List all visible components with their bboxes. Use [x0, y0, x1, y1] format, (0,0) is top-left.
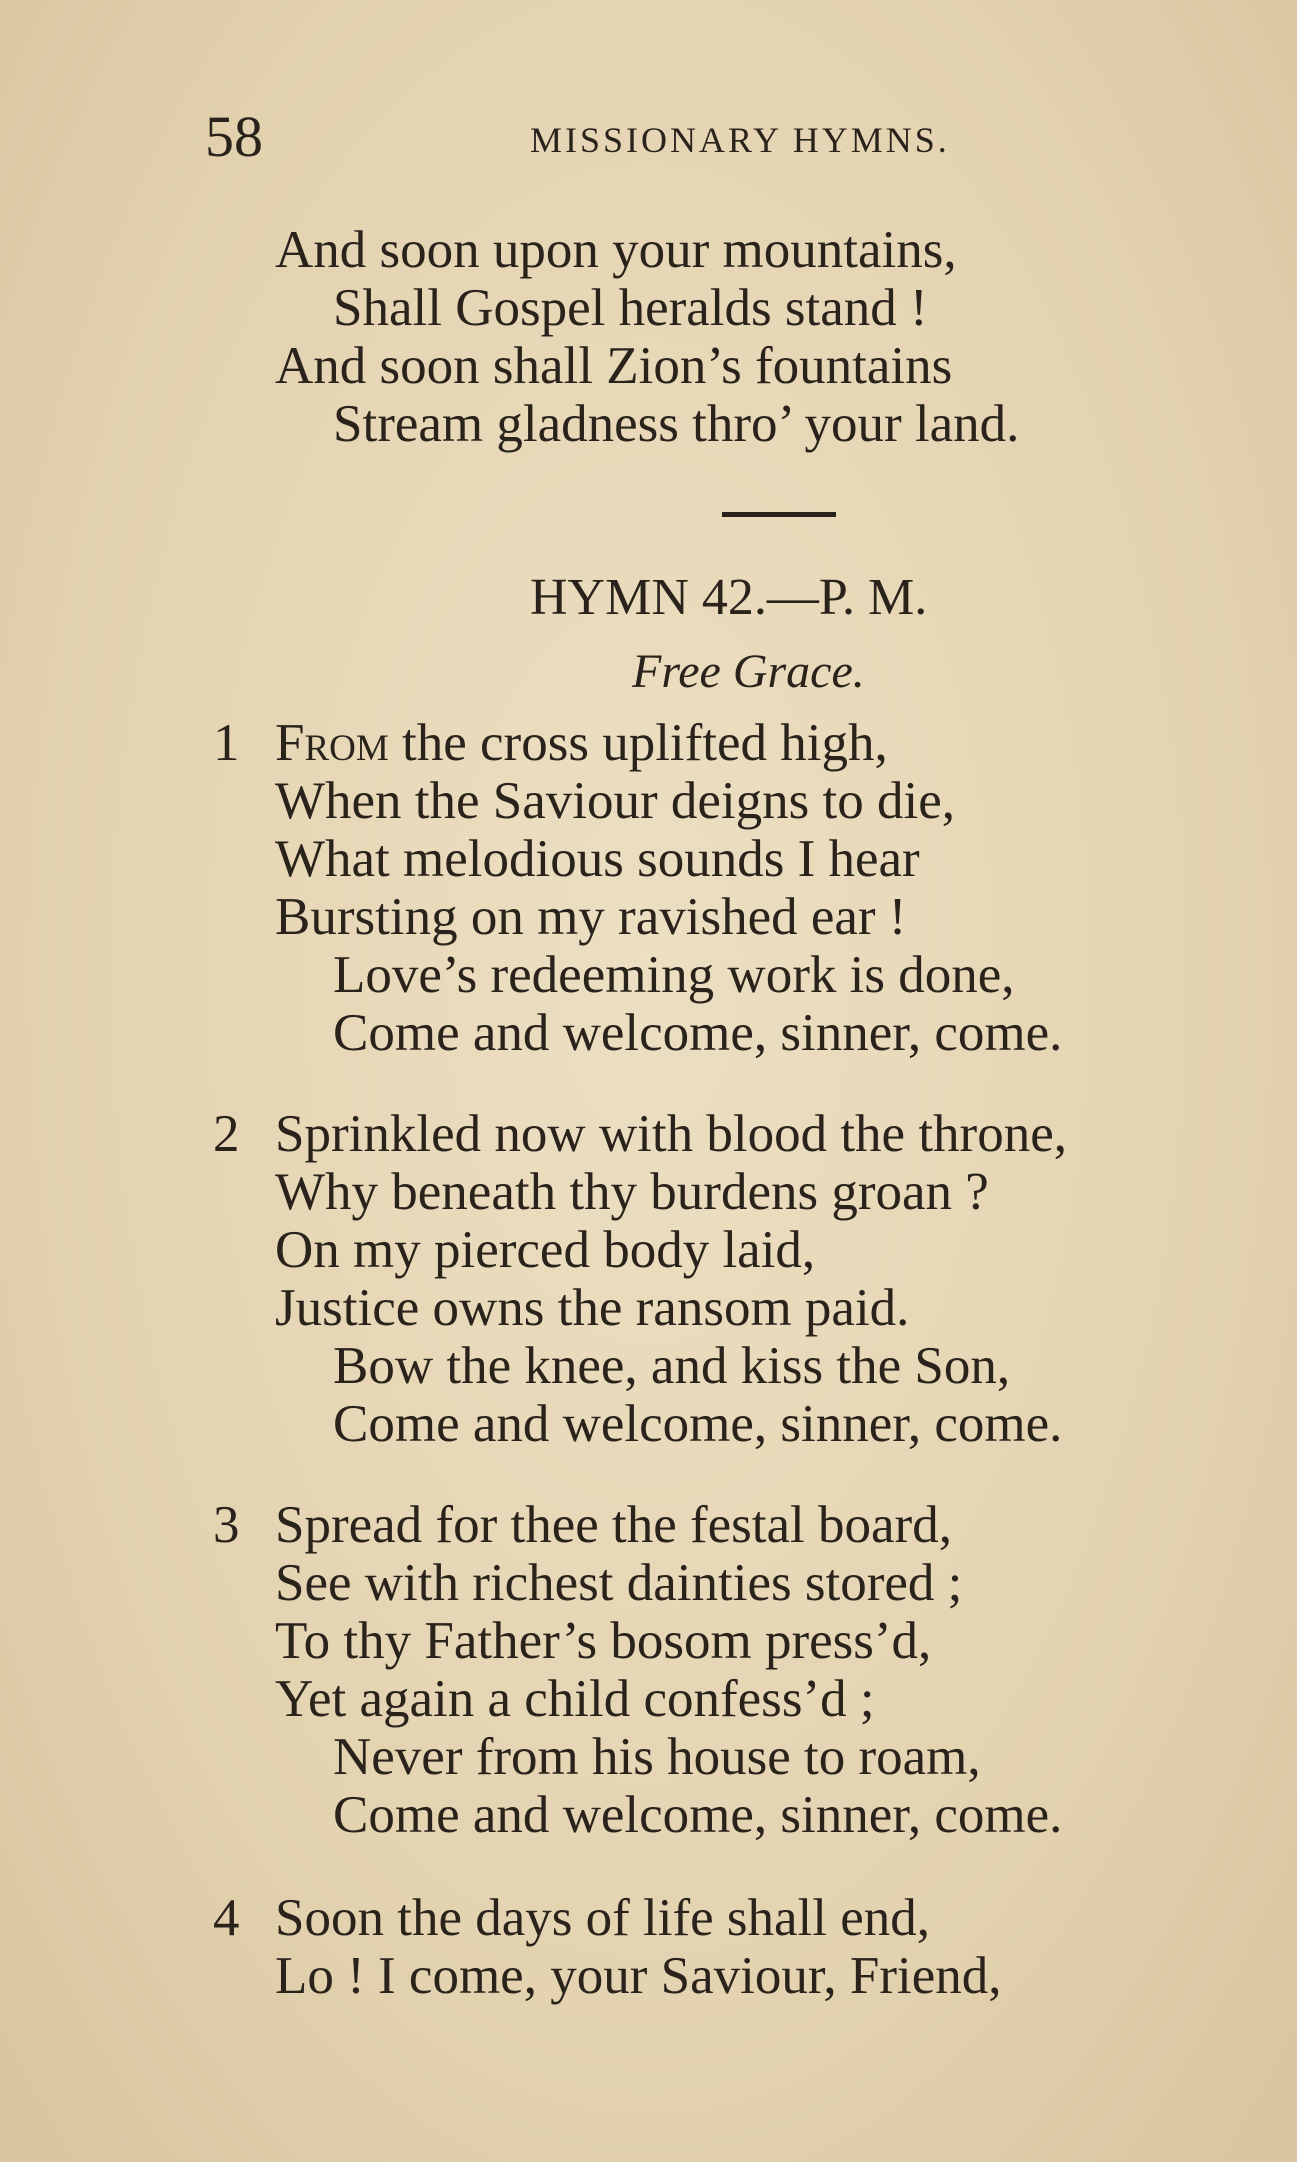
verse-line: Soon the days of life shall end, [275, 1889, 931, 1947]
verse-line: Sprinkled now with blood the throne, [275, 1105, 1067, 1163]
stanza-number: 4 [213, 1889, 240, 1947]
verse-line: On my pierced body laid, [275, 1221, 816, 1279]
verse-line: Spread for thee the festal board, [275, 1496, 952, 1554]
first-line-rest: the cross uplifted high, [388, 714, 888, 772]
verse-line: Love’s redeeming work is done, [333, 946, 1015, 1004]
verse-line: And soon shall Zion’s fountains [275, 337, 953, 395]
running-head: MISSIONARY HYMNS. [530, 120, 950, 160]
stanza-number: 1 [213, 714, 240, 772]
section-divider [722, 512, 836, 517]
verse-line: Stream gladness thro’ your land. [333, 395, 1020, 453]
verse-line: Come and welcome, sinner, come. [333, 1395, 1063, 1453]
verse-line: Bow the knee, and kiss the Son, [333, 1337, 1011, 1395]
hymn-title: HYMN 42.—P. M. [530, 569, 928, 626]
verse-line: Why beneath thy burdens groan ? [275, 1163, 989, 1221]
verse-line: And soon upon your mountains, [275, 221, 957, 279]
verse-line: Bursting on my ravished ear ! [275, 888, 907, 946]
hymn-subtitle: Free Grace. [632, 645, 865, 698]
verse-line: Shall Gospel heralds stand ! [333, 279, 928, 337]
verse-line [275, 713, 888, 773]
verse-line: Come and welcome, sinner, come. [333, 1004, 1063, 1062]
verse-line: Come and welcome, sinner, come. [333, 1786, 1063, 1844]
verse-line: When the Saviour deigns to die, [275, 772, 956, 830]
verse-line: Never from his house to roam, [333, 1728, 981, 1786]
stanza-number: 2 [213, 1105, 240, 1163]
verse-line: Justice owns the ransom paid. [275, 1279, 910, 1337]
verse-line: See with richest dainties stored ; [275, 1554, 963, 1612]
page-header [205, 102, 1105, 172]
stanza-number: 3 [213, 1496, 240, 1554]
page-number: 58 [205, 104, 263, 169]
verse-line: What melodious sounds I hear [275, 830, 920, 888]
verse-line: Yet again a child confess’d ; [275, 1670, 875, 1728]
verse-line: Lo ! I come, your Saviour, Friend, [275, 1947, 1002, 2005]
drop-word: From [275, 714, 389, 772]
verse-line: To thy Father’s bosom press’d, [275, 1612, 932, 1670]
